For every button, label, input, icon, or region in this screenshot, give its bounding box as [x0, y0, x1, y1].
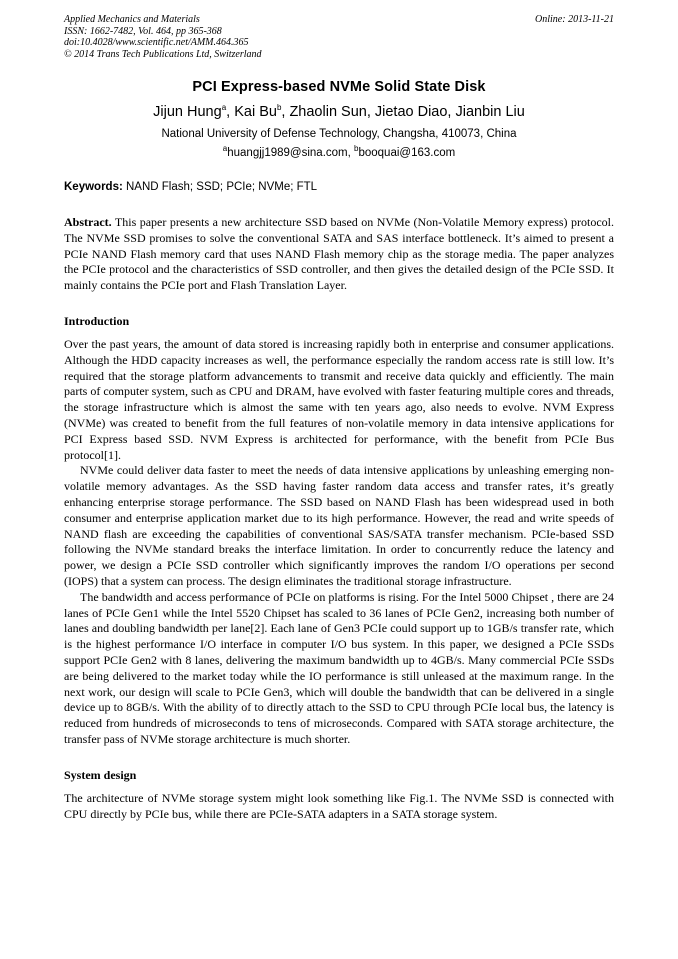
- email-address: huangjj1989@sina.com,: [227, 147, 355, 159]
- paragraph: Over the past years, the amount of data stored is increasing rapidly both in enterprise and consumer applications. Although the HDD capacity increases as well, the performance especially the random access rate is still low. It’s required that the storage platform advancements to transmit and receive data quickly and efficiently. The main parts of computer system, such as CPU and DRAM, have evolved with faster featuring multiple cores and threads, the storage infrastructure which is almost the same with ten years ago, also needs to evolve. NVM Express (NVMe) was created to benefit from the full features of non-volatile memory in data intensive applications for PCI Express based SSD. NVM Express is architected for performance, with the benefit from PCIe Bus protocol[1].: [64, 336, 614, 462]
- abstract-label: Abstract.: [64, 215, 112, 229]
- author-name: Kai Bu: [234, 104, 277, 120]
- author-affil-mark: a: [221, 103, 227, 113]
- author-list: [64, 104, 614, 120]
- email-mark: a: [222, 144, 228, 154]
- section-heading-introduction: Introduction: [64, 313, 130, 328]
- keywords-text: NAND Flash; SSD; PCIe; NVMe; FTL: [122, 181, 318, 193]
- issn-line: ISSN: 1662-7482, Vol. 464, pp 365-368: [64, 25, 222, 37]
- affiliation: National University of Defense Technology, Changsha, 410073, China: [161, 128, 517, 140]
- online-date: Online: 2013-11-21: [535, 14, 614, 25]
- paragraph: NVMe could deliver data faster to meet the needs of data intensive applications by unleashing emerging non-volatile memory advantages. As the SSD having faster random data access and transfer rates, it’s greatly enhancing enterprise storage performance. The SSD based on NAND Flash has been widespread used in both consumer and enterprise application market due to its high performance. However, the read and write speeds of NAND flash are exceeding the capabilities of conventional SAS/SATA transfer mechanism. PCIe-based SSD following the NVMe standard breaks the interface limitation. In order to concurrently reduce the latency and power, we design a PCIe SSD controller which significantly improves the random I/O operations per second (IOPS) that a system can process. The design eliminates the traditional storage infrastructure.: [64, 463, 614, 588]
- copyright-line: © 2014 Trans Tech Publications Ltd, Switzerland: [64, 48, 262, 60]
- email-address: booquai@163.com: [358, 147, 456, 159]
- keywords: [64, 181, 614, 193]
- paragraph: The bandwidth and access performance of PCIe on platforms is rising. For the Intel 5000 Chipset , there are 24 lanes of PCIe Gen1 while the Intel 5520 Chipset has scaled to 36 lanes of PCIe Gen2, increasing both number of lanes and doubling bandwidth per lane[2]. Each lane of Gen3 PCIe could support up to 1GB/s transfer rate, which is the highest performance I/O interface in computer I/O bus system. In this paper, we designed a PCIe SSDs support PCIe Gen2 with 8 lanes, delivering the maximum bandwidth up to 4GB/s. Many commercial PCIe SSDs are being delivered to the market today while the IO performance is still unleased at the maximum range. In the next work, our design will scale to PCIe Gen3, which will double the bandwidth that can be delivered in a single device up to 8GB/s. With the ability of to directly attach to the SSD to CPU through PCIe local bus, the latency is reduced from hundreds of microseconds to tens of microseconds. Compared with SATA storage architecture, the transfer pass of NVMe storage architecture is much shorter.: [64, 589, 614, 746]
- author-separator: ,: [226, 104, 235, 120]
- paper-title: PCI Express-based NVMe Solid State Disk: [192, 79, 486, 95]
- email-mark: b: [354, 144, 359, 154]
- abstract: [64, 215, 614, 294]
- section-introduction: [64, 337, 614, 748]
- author-emails: [64, 144, 614, 159]
- journal-header: [64, 14, 614, 60]
- paragraph: The architecture of NVMe storage system might look something like Fig.1. The NVMe SSD is connected with CPU directly by PCIe bus, while there are PCIe-SATA adapters in a SATA storage system.: [64, 790, 614, 821]
- author-affil-mark: b: [276, 103, 282, 113]
- keywords-label: Keywords:: [64, 181, 123, 193]
- doi-line: doi:10.4028/www.scientific.net/AMM.464.365: [64, 37, 249, 48]
- section-heading-system-design: System design: [64, 767, 137, 782]
- paper-page: [64, 14, 614, 822]
- section-system-design: [64, 791, 614, 823]
- author-name: Jijun Hung: [153, 104, 222, 120]
- journal-name: Applied Mechanics and Materials: [64, 14, 200, 25]
- author-names-rest: , Zhaolin Sun, Jietao Diao, Jianbin Liu: [281, 104, 525, 120]
- abstract-text: This paper presents a new architecture SSD based on NVMe (Non-Volatile Memory express) protocol. The NVMe SSD promises to solve the conventional SATA and SAS interface bottleneck. It’s aimed to present a PCIe NAND Flash memory card that uses NAND Flash memory chip as the storage media. The paper analyzes the PCIe protocol and the characteristics of SSD controller, and then gives the detailed design of the PCIe SSD. It mainly contains the PCIe port and Flash Translation Layer.: [64, 215, 614, 293]
